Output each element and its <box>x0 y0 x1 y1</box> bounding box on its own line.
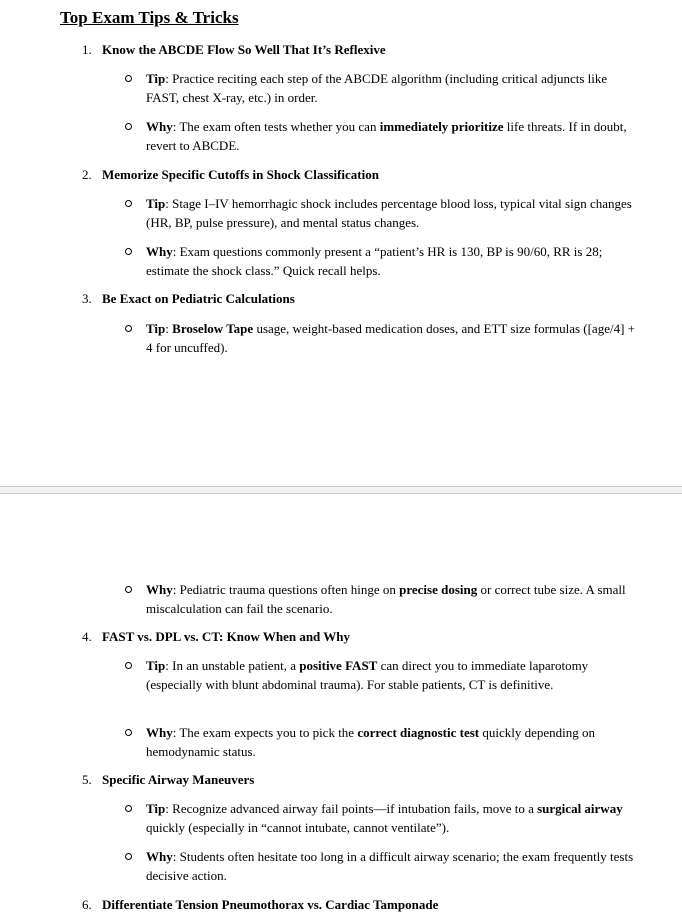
bullet-label: Tip <box>146 196 166 211</box>
bullet-item: Tip: Recognize advanced airway fail points—if intubation fails, move to a surgical airway quickly (especially in “cannot intubate, cannot ventilate”). <box>146 801 623 835</box>
bullet-circle-icon <box>125 248 132 255</box>
bullet-item: Why: Pediatric trauma questions often hinge on precise dosing or correct tube size. A small miscalculation can fail the scenario. <box>146 582 626 616</box>
bullet-circle-icon <box>125 200 132 207</box>
bullet-item: Why: Exam questions commonly present a “patient’s HR is 130, BP is 90/60, RR is 28; estimate the shock class.” Quick recall helps. <box>146 244 603 278</box>
bullet-circle-icon <box>125 123 132 130</box>
bullet-item: Tip: Broselow Tape usage, weight-based medication doses, and ETT size formulas ([age/4] + 4 for uncuffed). <box>146 321 635 355</box>
bullet-circle-icon <box>125 662 132 669</box>
bullet-label: Tip <box>146 658 166 673</box>
section-heading: Specific Airway Maneuvers <box>102 772 255 787</box>
bullet-item: Tip: Practice reciting each step of the ABCDE algorithm (including critical adjuncts like FAST, chest X-ray, etc.) in order. <box>146 71 608 105</box>
section-number: 4. <box>82 629 92 644</box>
section-number: 6. <box>82 897 92 912</box>
bullet-item: Why: The exam often tests whether you can immediately prioritize life threats. If in doubt, revert to ABCDE. <box>146 119 627 153</box>
page-break <box>0 486 682 494</box>
section-number: 2. <box>82 167 92 182</box>
document-title: Top Exam Tips & Tricks <box>60 8 239 27</box>
bullet-item: Tip: In an unstable patient, a positive FAST can direct you to immediate laparotomy (especially with blunt abdominal trauma). For stable patients, CT is definitive. <box>146 658 589 692</box>
bullet-circle-icon <box>125 586 132 593</box>
bullet-label: Tip <box>146 801 166 816</box>
bullet-circle-icon <box>125 325 132 332</box>
bullet-circle-icon <box>125 853 132 860</box>
section-number: 1. <box>82 42 92 57</box>
section-heading: Differentiate Tension Pneumothorax vs. Cardiac Tamponade <box>102 897 439 912</box>
bullet-item: Why: Students often hesitate too long in a difficult airway scenario; the exam frequently tests decisive action. <box>146 849 634 883</box>
section-heading: Be Exact on Pediatric Calculations <box>102 291 295 306</box>
bullet-label: Tip <box>146 321 166 336</box>
bullet-label: Why <box>146 119 173 134</box>
section-number: 3. <box>82 291 92 306</box>
bullet-item: Tip: Stage I–IV hemorrhagic shock includes percentage blood loss, typical vital sign changes (HR, BP, pulse pressure), and mental status changes. <box>146 196 632 230</box>
bullet-circle-icon <box>125 75 132 82</box>
bullet-label: Why <box>146 244 173 259</box>
bullet-circle-icon <box>125 729 132 736</box>
document-page-2 <box>0 494 682 921</box>
bullet-label: Why <box>146 582 173 597</box>
section-number: 5. <box>82 772 92 787</box>
bullet-item: Why: The exam expects you to pick the correct diagnostic test quickly depending on hemodynamic status. <box>146 725 596 759</box>
section-heading: Memorize Specific Cutoffs in Shock Classification <box>102 167 379 182</box>
bullet-circle-icon <box>125 805 132 812</box>
section-heading: Know the ABCDE Flow So Well That It’s Reflexive <box>102 42 386 57</box>
bullet-label: Why <box>146 725 173 740</box>
bullet-label: Tip <box>146 71 166 86</box>
section-heading: FAST vs. DPL vs. CT: Know When and Why <box>102 629 351 644</box>
bullet-label: Why <box>146 849 173 864</box>
